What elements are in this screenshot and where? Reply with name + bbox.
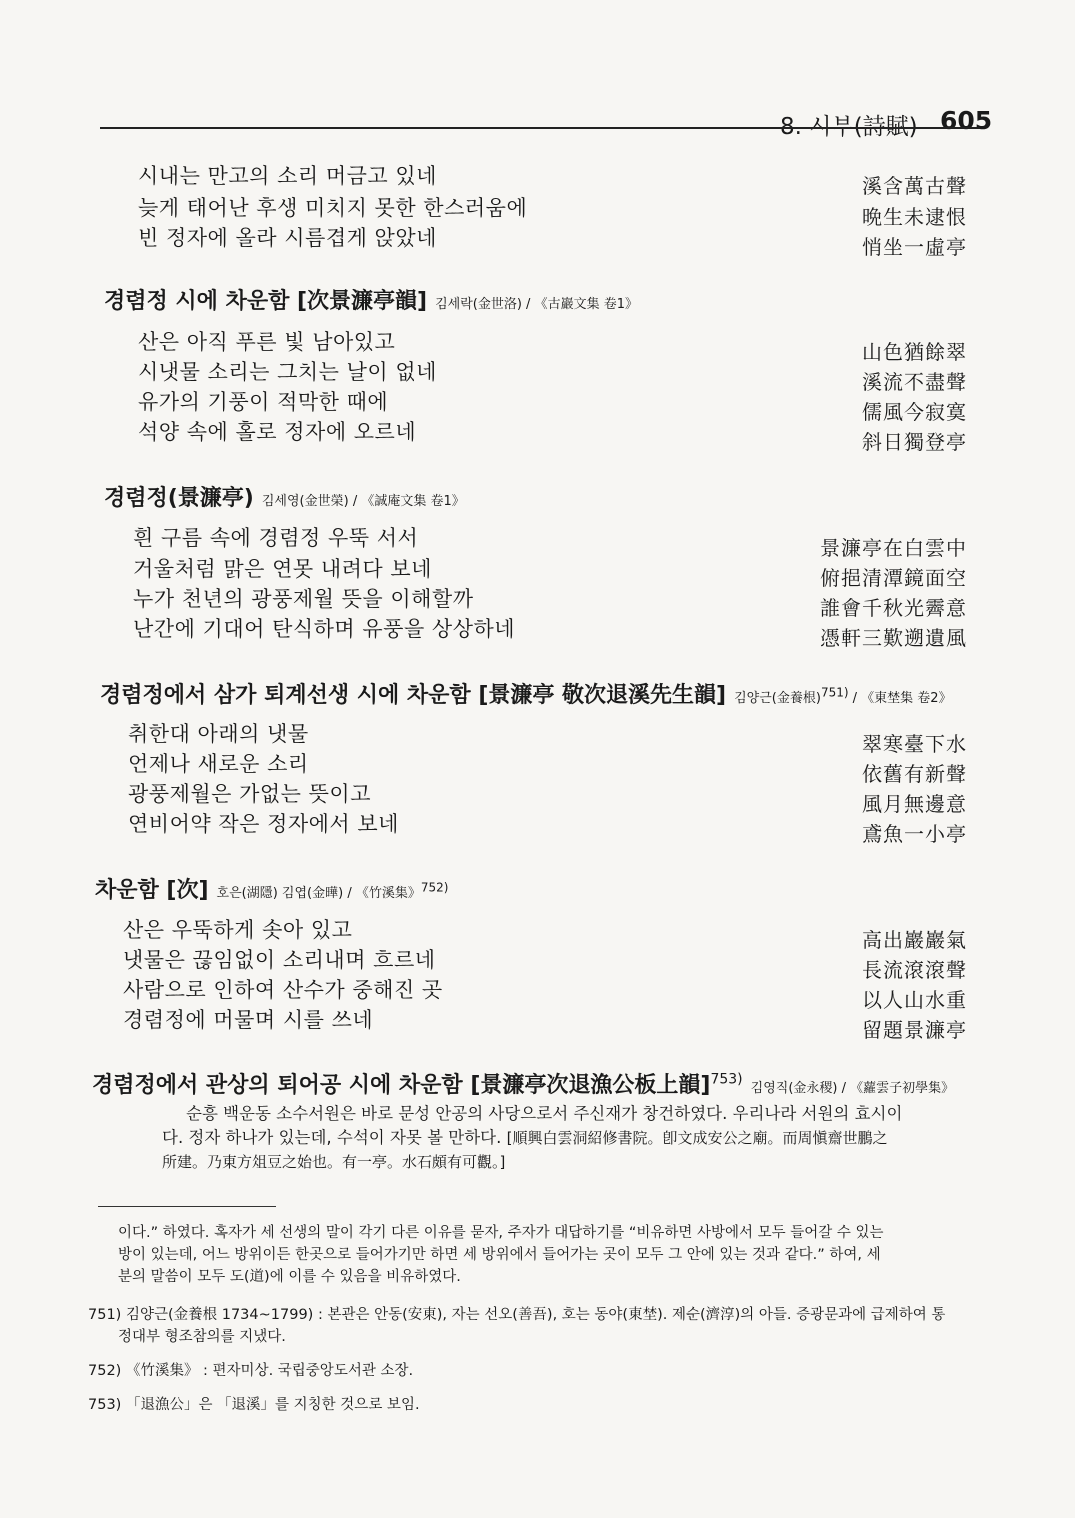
hanja-line: 長流滾滾聲 xyxy=(862,958,967,982)
poem-line: 유가의 기풍이 적막한 때에 xyxy=(138,390,389,414)
hanja-line: 鳶魚一小亭 xyxy=(862,822,967,846)
poem-source: 김세영(金世榮) / 《誠庵文集 卷1》 xyxy=(261,494,465,509)
hanja-line: 山色猶餘翠 xyxy=(862,340,967,364)
poem-title-text: 경렴정에서 관상의 퇴어공 시에 차운함 [景濂亭次退漁公板上韻] xyxy=(92,1073,711,1098)
author-name: 김양근(金養根) xyxy=(734,691,821,706)
poem-line: 사람으로 인하여 산수가 중해진 곳 xyxy=(123,978,443,1002)
poem-line: 취한대 아래의 냇물 xyxy=(128,722,309,746)
poem-line: 거울처럼 맑은 연못 내려다 보네 xyxy=(133,557,432,581)
footnote-751 xyxy=(88,1304,958,1348)
hanja-line: 高出巖巖氣 xyxy=(862,928,967,952)
hanja-line: 誰會千秋光霽意 xyxy=(820,596,967,620)
hanja-line: 溪含萬古聲 xyxy=(862,174,967,198)
hanja-line: 依舊有新聲 xyxy=(862,762,967,786)
header-rule xyxy=(100,127,980,129)
poem-line: 석양 속에 홀로 정자에 오르네 xyxy=(138,420,417,444)
poem-title-text: 차운함 [次] xyxy=(95,878,209,903)
poem-line: 늦게 태어난 후생 미치지 못한 한스러움에 xyxy=(138,196,528,220)
footnote-continuation xyxy=(118,1222,958,1288)
prose-line: 순흥 백운동 소수서원은 바로 문성 안공의 사당으로서 주신재가 창건하였다. 우리나라 서원의 효시이 xyxy=(186,1104,903,1123)
poem-title xyxy=(104,481,465,512)
hanja-line: 留題景濂亭 xyxy=(862,1018,967,1042)
footnote-ref: 753) xyxy=(710,1071,743,1088)
poem-line: 광풍제월은 가없는 뜻이고 xyxy=(128,782,371,806)
footnote-line: 방이 있는데, 어느 방위이든 한곳으로 들어가기만 하면 세 방위에서 들어가는 곳이 모두 그 안에 있는 것과 같다.” 하여, 세 xyxy=(118,1247,881,1263)
hanja-line: 景濂亭在白雲中 xyxy=(820,536,967,560)
poem-title-text: 경렴정(景濂亭) xyxy=(104,486,254,511)
poem-line: 누가 천년의 광풍제월 뜻을 이해할까 xyxy=(133,587,474,611)
source-title: / 《東埜集 卷2》 xyxy=(848,691,952,706)
footnote-ref: 752) xyxy=(420,880,449,895)
poem-line: 경렴정에 머물며 시를 쓰네 xyxy=(123,1008,374,1032)
hanja-line: 以人山水重 xyxy=(862,988,967,1012)
poem-title-text: 경렴정 시에 차운함 [次景濂亭韻] xyxy=(104,289,428,314)
poem-line: 난간에 기대어 탄식하며 유풍을 상상하네 xyxy=(133,617,516,641)
poem-line: 연비어약 작은 정자에서 보네 xyxy=(128,812,399,836)
poem-line: 빈 정자에 올라 시름겹게 앉았네 xyxy=(138,226,437,250)
running-head: 8. 시부(詩賦) xyxy=(780,114,918,140)
poem-line: 냇물은 끊임없이 소리내며 흐르네 xyxy=(123,948,436,972)
author-name: 호은(湖隱) 김엽(金曄) / 《竹溪集》 xyxy=(216,886,421,901)
poem-source: 김세락(金世洛) / 《古巖文集 卷1》 xyxy=(435,297,638,312)
poem-line: 시내는 만고의 소리 머금고 있네 xyxy=(138,164,437,188)
hanja-line: 晩生未逮恨 xyxy=(862,205,967,229)
poem-title xyxy=(92,1068,954,1099)
prose-hanja: [順興白雲洞紹修書院。卽文成安公之廟。而周愼齋世鵬之 xyxy=(506,1129,888,1147)
poem-line: 산은 우뚝하게 솟아 있고 xyxy=(123,918,353,942)
poem-title xyxy=(104,284,638,315)
poem-title-text: 경렴정에서 삼가 퇴계선생 시에 차운함 [景濂亭 敬次退溪先生韻] xyxy=(100,683,727,708)
prose-text: 다. 정자 하나가 있는데, 수석이 자못 볼 만하다. xyxy=(162,1128,507,1147)
footnote-line: 분의 말씀이 모두 도(道)에 이를 수 있음을 비유하였다. xyxy=(118,1269,461,1285)
poem-line: 언제나 새로운 소리 xyxy=(128,752,309,776)
poem-source xyxy=(216,880,449,901)
poem-line: 흰 구름 속에 경렴정 우뚝 서서 xyxy=(133,526,419,550)
page-number: 605 xyxy=(940,106,993,135)
footnote-line: 751) 김양근(金養根 1734~1799) : 본관은 안동(安東), 자는 선오(善吾), 호는 동야(東埜). 제순(濟淳)의 아들. 증광문과에 급제하여 통 xyxy=(88,1307,946,1323)
hanja-line: 斜日獨登亭 xyxy=(862,430,967,454)
prose-line xyxy=(162,1126,958,1150)
poem-source xyxy=(734,685,952,706)
poem-line: 산은 아직 푸른 빛 남아있고 xyxy=(138,330,396,354)
prose-line: 所建。乃東方俎豆之始也。有一亭。水石頗有可觀。] xyxy=(162,1153,506,1171)
footnote-line: 이다.” 하였다. 혹자가 세 선생의 말이 각기 다른 이유를 묻자, 주자가 대답하기를 “비유하면 사방에서 모두 들어갈 수 있는 xyxy=(118,1225,884,1241)
footnote-ref: 751) xyxy=(820,685,849,700)
footnote-752: 752) 《竹溪集》 : 편자미상. 국립중앙도서관 소장. xyxy=(88,1363,414,1379)
hanja-line: 憑軒三歎遡遺風 xyxy=(820,626,967,650)
hanja-line: 風月無邊意 xyxy=(862,792,967,816)
poem-title xyxy=(95,873,448,904)
hanja-line: 悄坐一虛亭 xyxy=(862,235,967,259)
footnote-line: 정대부 형조참의를 지냈다. xyxy=(118,1329,286,1345)
hanja-line: 翠寒臺下水 xyxy=(862,732,967,756)
prose-paragraph xyxy=(162,1102,958,1174)
footnote-rule xyxy=(98,1206,276,1207)
hanja-line: 儒風今寂寞 xyxy=(862,400,967,424)
hanja-line: 溪流不盡聲 xyxy=(862,370,967,394)
poem-line: 시냇물 소리는 그치는 날이 없네 xyxy=(138,360,437,384)
footnote-753: 753) 「退漁公」은 「退溪」를 지칭한 것으로 보임. xyxy=(88,1397,420,1413)
hanja-line: 俯挹清潭鏡面空 xyxy=(820,566,967,590)
poem-source: 김영직(金永稷) / 《蘿雲子初學集》 xyxy=(750,1081,955,1096)
poem-title xyxy=(100,678,952,709)
